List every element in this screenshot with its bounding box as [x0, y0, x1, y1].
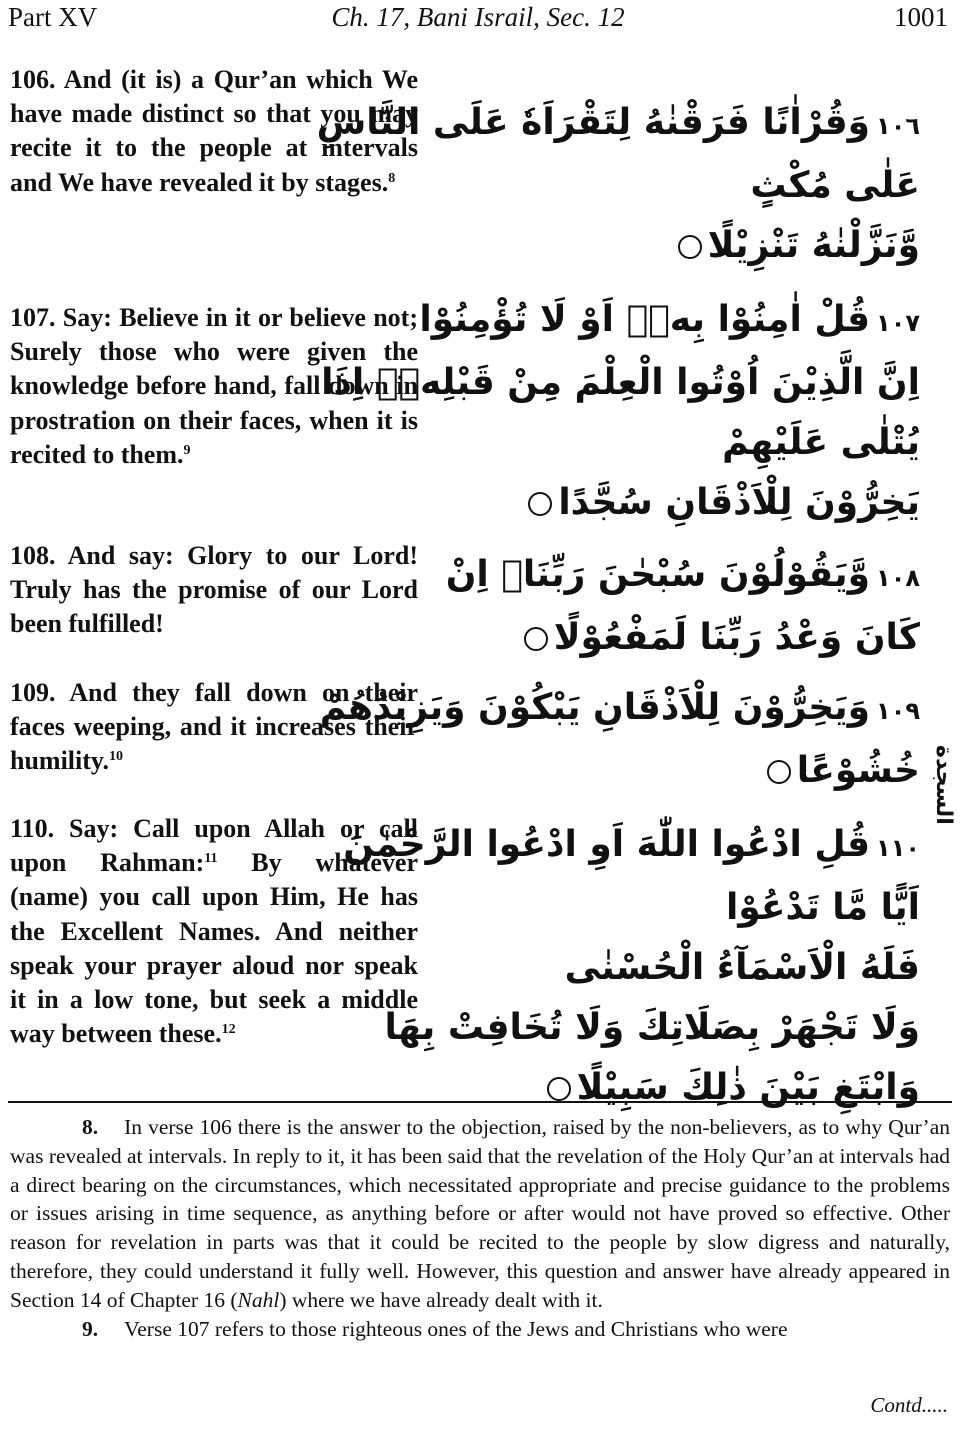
arabic-line: ١١٠قُلِ ادْعُوا اللّٰهَ اَوِ ادْعُوا الرَّحْمٰنَ	[343, 824, 920, 865]
footnote-number: 9.	[82, 1316, 99, 1341]
verse-109-arabic	[319, 678, 920, 801]
arabic-line: وَلَا تَجْهَرْ بِصَلَاتِكَ وَلَا تُخَافِتْ بِهَا	[384, 1007, 920, 1048]
arabic-line: يُتْلٰى عَلَيْهِمْ	[722, 422, 920, 463]
footnote-ref: 9	[183, 442, 191, 458]
verse-text: By whatever (name) you call upon Him, He has the Excellent Names. And neither speak your prayer aloud nor speak it in a low tone, but seek a middle way between these.	[10, 848, 418, 1049]
verse-108-translation	[10, 539, 418, 642]
arabic-verse-number: ١٠٧	[876, 309, 920, 337]
sajda-mark: السجدة	[931, 745, 956, 825]
arabic-line: وَّنَزَّلْنٰهُ تَنْزِيْلًا	[480, 216, 920, 276]
verse-text: 108. And say: Glory to our Lord! Truly has the promise of our Lord been fulfilled!	[10, 541, 418, 639]
part-label: Part XV	[8, 2, 98, 32]
arabic-line: ١٠٦وَقُرْاٰنًا فَرَقْنٰهُ لِتَقْرَاَهٗ عَلَى النَّاسِ	[316, 102, 920, 143]
arabic-line: فَلَهُ الْاَسْمَآءُ الْحُسْنٰى	[564, 947, 920, 988]
footnote-8: 8. In verse 106 there is the answer to the objection, raised by the non-believers, as to why Qur’an was revealed at intervals. In reply to it, it has been said that the revelation of the Holy Qur’an at intervals had a direct bearing on the circumstances, which necessitated appropriate and precise guidance to the problems or issues arising in time sequence, as anything before or after would not have proved so effective. Other reason for revelation in parts was that it could be recited to the people by slow digress and naturally, therefore, they could understand it fully well. However, this question and answer have already appeared in Section 14 of Chapter 16 (Nahl) where we have already dealt with it.	[10, 1115, 950, 1312]
footnote-ref: 12	[221, 1022, 236, 1038]
verse-text: 110. Say: Call upon Allah or call upon Rahman:	[10, 814, 418, 878]
arabic-verse-number: ١٠٨	[876, 564, 920, 592]
arabic-line: كَانَ وَعْدُ رَبِّنَا لَمَفْعُوْلًا	[480, 608, 920, 668]
arabic-line: ١٠٧قُلْ اٰمِنُوْا بِهٖۤ اَوْ لَا تُؤْمِنُوْا	[419, 299, 920, 340]
verse-end-icon	[767, 760, 791, 784]
footnote-ref: 10	[108, 749, 123, 765]
arabic-line: وَابْتَغِ بَيْنَ ذٰلِكَ سَبِيْلًا	[480, 1058, 920, 1118]
verse-text: 107. Say: Believe in it or believe not; Surely those who were given the knowledge before hand, fall down in prostration on their faces, when it is recited to them.	[10, 303, 418, 469]
arabic-verse-number: ١١٠	[876, 834, 920, 862]
arabic-line: خُشُوْعًا	[480, 741, 920, 801]
verse-108-arabic	[445, 545, 920, 668]
verse-text: 109. And they fall down on their faces weeping, and it increases their humility.	[10, 678, 418, 776]
page-header	[8, 2, 948, 38]
arabic-verse-number: ١٠٦	[876, 112, 920, 140]
verse-end-icon	[547, 1077, 571, 1101]
footnote-ref: 11	[204, 851, 218, 867]
verse-end-icon	[524, 627, 548, 651]
verse-end-icon	[678, 235, 702, 259]
footnote-number: 8.	[82, 1115, 99, 1139]
arabic-verse-number: ١٠٩	[876, 697, 920, 725]
running-title: Ch. 17, Bani Israil, Sec. 12	[331, 2, 625, 32]
continued-label: Contd.....	[870, 1393, 948, 1417]
arabic-line: اِنَّ الَّذِيْنَ اُوْتُوا الْعِلْمَ مِنْ قَبْلِهٖۤ اِذَا	[321, 362, 920, 403]
arabic-line: ١٠٩وَيَخِرُّوْنَ لِلْاَذْقَانِ يَبْكُوْنَ وَيَزِيْدُهُمْ	[319, 687, 920, 728]
footnote-9: 9. Verse 107 refers to those righteous ones of the Jews and Christians who were	[82, 1316, 788, 1341]
verse-text: 106. And (it is) a Qur’an which We have made distinct so that you may recite it to the people at intervals and We have revealed it by stages.	[10, 65, 418, 197]
arabic-line: يَخِرُّوْنَ لِلْاَذْقَانِ سُجَّدًا	[480, 473, 920, 533]
verse-107-arabic	[321, 290, 920, 533]
arabic-line: ١٠٨وَّيَقُوْلُوْنَ سُبْحٰنَ رَبِّنَاۤ اِنْ	[445, 554, 920, 595]
arabic-line: عَلٰى مُكْثٍ	[750, 165, 920, 206]
footnotes	[10, 1113, 950, 1343]
footnote-ref: 8	[388, 170, 396, 186]
footnote-divider	[8, 1101, 952, 1103]
page-number: 1001	[894, 2, 948, 32]
verse-106-arabic	[316, 93, 920, 276]
verse-110-arabic	[343, 815, 920, 1118]
verse-end-icon	[528, 492, 552, 516]
arabic-line: اَيًّا مَّا تَدْعُوْا	[725, 887, 920, 928]
